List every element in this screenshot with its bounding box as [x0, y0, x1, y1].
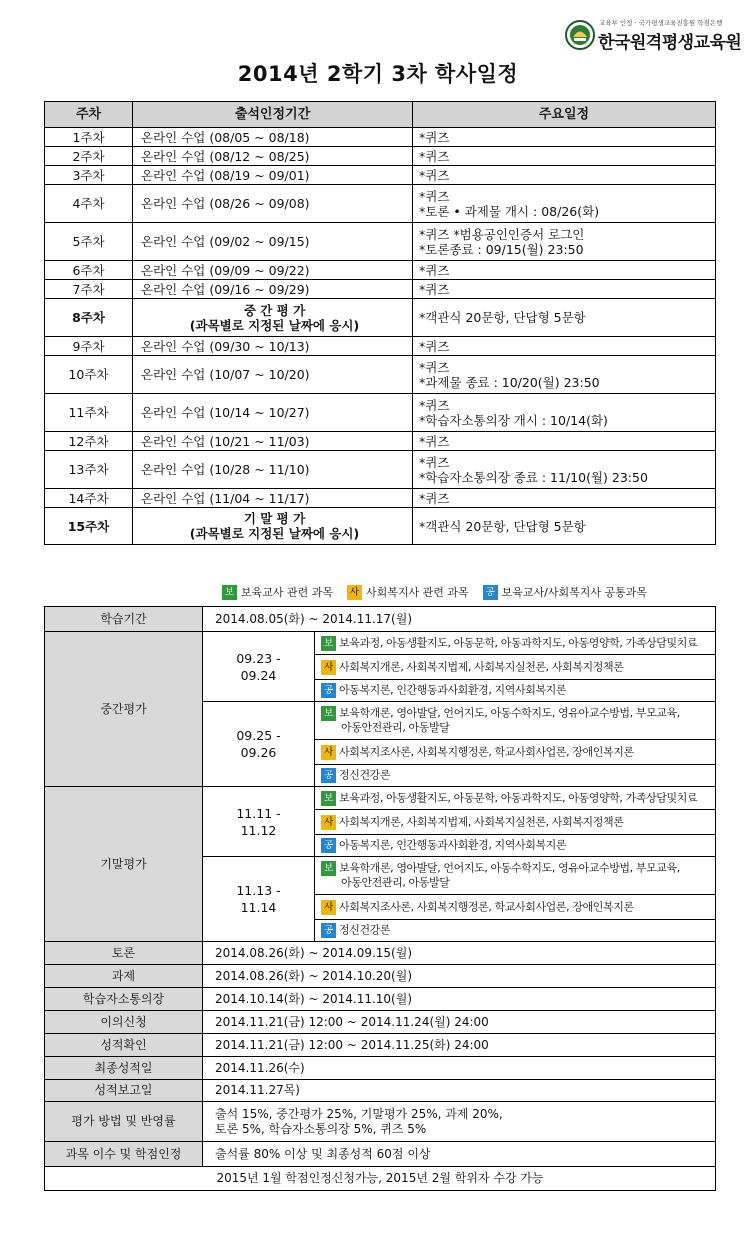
week-cell: 7주차 — [45, 280, 133, 299]
exam-subjects-cell — [315, 632, 716, 655]
week-cell: 9주차 — [45, 337, 133, 356]
attendance-period-cell — [133, 337, 413, 356]
week-cell: 3주차 — [45, 166, 133, 185]
row-value: 2014.11.27목) — [203, 1080, 716, 1102]
institute-logo — [565, 18, 745, 56]
row-value: 2014.08.26(화) ~ 2014.10.20(월) — [203, 965, 716, 988]
main-schedule-cell — [413, 147, 716, 166]
attendance-period-text: 온라인 수업 (11/04 ~ 11/17) — [141, 490, 310, 506]
subject-list-cont: 아동안전관리, 아동발달 — [341, 721, 450, 734]
exam-date-start: 09.25 - — [236, 728, 281, 743]
week-cell: 15주차 — [45, 508, 133, 545]
schedule-note: *객관식 20문항, 단답형 5문항 — [419, 310, 586, 325]
credit-row — [45, 1142, 716, 1167]
attendance-period-cell — [133, 356, 413, 394]
week-cell: 1주차 — [45, 128, 133, 147]
header-attendance-period: 출석인정기간 — [133, 102, 413, 128]
main-schedule-cell — [413, 356, 716, 394]
exam-group-row — [45, 632, 716, 655]
common-tag-icon: 공 — [321, 683, 336, 698]
exam-date-end: 09.24 — [240, 667, 277, 683]
week-cell: 13주차 — [45, 451, 133, 489]
table-header-row — [45, 102, 716, 128]
row-label: 최종성적일 — [45, 1057, 203, 1080]
row-value: 2014.11.26(수) — [203, 1057, 716, 1080]
schedule-note: *학습자소통의장 개시 : 10/14(화) — [419, 412, 608, 428]
exam-date-start: 11.13 - — [236, 883, 281, 898]
grading-row — [45, 1102, 716, 1142]
row-label: 성적보고일 — [45, 1080, 203, 1102]
exam-label: 중간평가 — [45, 632, 203, 787]
attendance-period-text: 온라인 수업 (08/26 ~ 09/08) — [141, 196, 310, 211]
exam-subjects-cell — [315, 835, 716, 857]
subject-list: 사회복지개론, 사회복지법제, 사회복지실천론, 사회복지정책론 — [339, 815, 624, 828]
attendance-period-text: 온라인 수업 (09/16 ~ 09/29) — [141, 281, 310, 297]
attendance-period-text: 온라인 수업 (09/09 ~ 09/22) — [141, 262, 310, 278]
social-welfare-tag-icon: 사 — [321, 900, 336, 915]
attendance-period-cell — [133, 489, 413, 508]
table-row — [45, 261, 716, 280]
childcare-tag-icon: 보 — [321, 706, 336, 721]
exam-subjects-cell — [315, 787, 716, 810]
main-schedule-cell — [413, 128, 716, 147]
logo-name: 한국원격평생교육원 — [598, 33, 742, 53]
common-tag-icon: 공 — [321, 838, 336, 853]
subject-list: 보육과정, 아동생활지도, 아동문학, 아동과학지도, 아동영양학, 가족상담및치료 — [339, 791, 698, 804]
summary-row — [45, 1057, 716, 1080]
schedule-note: *퀴즈 — [419, 167, 450, 183]
main-schedule-cell — [413, 223, 716, 261]
grading-value — [203, 1102, 716, 1142]
row-value: 2014.11.21(금) 12:00 ~ 2014.11.24(월) 24:00 — [203, 1011, 716, 1034]
row-label: 토론 — [45, 942, 203, 965]
row-label: 이의신청 — [45, 1011, 203, 1034]
subject-list: 아동복지론, 인간행동과사회환경, 지역사회복지론 — [339, 838, 567, 852]
table-row — [45, 356, 716, 394]
grading-line: 출석 15%, 중간평가 25%, 기말평가 25%, 과제 20%, — [215, 1106, 503, 1121]
schedule-note: *퀴즈 — [419, 148, 450, 164]
common-tag-icon: 공 — [483, 585, 498, 600]
table-row — [45, 451, 716, 489]
attendance-period-text: 온라인 수업 (10/07 ~ 10/20) — [141, 367, 310, 382]
main-schedule-cell — [413, 451, 716, 489]
exam-date-cell — [203, 857, 315, 942]
subject-list: 보육학개론, 영아발달, 언어지도, 아동수학지도, 영유아교수방법, 부모교육, — [339, 861, 680, 875]
week-cell: 8주차 — [45, 299, 133, 337]
exam-group-row — [45, 787, 716, 810]
week-cell: 6주차 — [45, 261, 133, 280]
main-schedule-cell — [413, 166, 716, 185]
legend-childcare: 보육교사 관련 과목 — [241, 586, 334, 599]
attendance-period-cell — [133, 280, 413, 299]
legend-common: 보육교사/사회복지사 공통과목 — [501, 586, 647, 599]
attendance-period-cell — [133, 508, 413, 545]
table-row — [45, 280, 716, 299]
summary-row — [45, 1011, 716, 1034]
main-schedule-cell — [413, 394, 716, 432]
main-schedule-cell — [413, 261, 716, 280]
table-row — [45, 185, 716, 223]
schedule-note: *토론종료 : 09/15(월) 23:50 — [419, 241, 584, 257]
exam-subjects-cell — [315, 920, 716, 942]
childcare-tag-icon: 보 — [321, 861, 336, 876]
exam-subjects-cell — [315, 702, 716, 740]
week-cell: 11주차 — [45, 394, 133, 432]
exam-date-start: 11.11 - — [236, 805, 281, 821]
main-schedule-cell — [413, 508, 716, 545]
social-welfare-tag-icon: 사 — [321, 815, 336, 830]
row-value: 2014.08.05(화) ~ 2014.11.17(월) — [203, 607, 716, 632]
table-row — [45, 166, 716, 185]
schedule-note: *과제물 종료 : 10/20(월) 23:50 — [419, 374, 600, 390]
attendance-period-text: 온라인 수업 (09/02 ~ 09/15) — [141, 234, 310, 249]
summary-row — [45, 1034, 716, 1057]
childcare-tag-icon: 보 — [222, 585, 237, 600]
exam-subjects-cell — [315, 895, 716, 920]
exam-date-cell — [203, 787, 315, 857]
schedule-note: *토론 • 과제물 개시 : 08/26(화) — [419, 203, 600, 219]
exam-note-text: (과목별로 지정된 날짜에 응시) — [189, 526, 360, 541]
attendance-period-text: 온라인 수업 (10/21 ~ 11/03) — [141, 433, 310, 449]
week-cell: 5주차 — [45, 223, 133, 261]
table-row — [45, 128, 716, 147]
attendance-period-text: 온라인 수업 (08/19 ~ 09/01) — [141, 167, 310, 183]
schedule-note: *퀴즈 — [419, 433, 450, 449]
exam-date-cell — [203, 702, 315, 787]
social-welfare-tag-icon: 사 — [347, 585, 362, 600]
table-row — [45, 337, 716, 356]
summary-row — [45, 1080, 716, 1102]
subject-list: 사회복지조사론, 사회복지행정론, 학교사회사업론, 장애인복지론 — [339, 900, 634, 913]
page-title: 2014년 2학기 3차 학사일정 — [237, 62, 519, 86]
exam-subjects-cell — [315, 810, 716, 835]
attendance-period-text: 중 간 평 가 — [243, 302, 306, 318]
exam-label: 기말평가 — [45, 787, 203, 942]
attendance-period-cell — [133, 166, 413, 185]
exam-date-end: 11.12 — [240, 822, 277, 838]
header-main-schedule: 주요일정 — [413, 102, 716, 128]
summary-row — [45, 942, 716, 965]
attendance-period-cell — [133, 451, 413, 489]
schedule-note: *퀴즈 — [419, 359, 450, 375]
schedule-note: *퀴즈 — [419, 454, 450, 470]
row-label: 성적확인 — [45, 1034, 203, 1057]
common-tag-icon: 공 — [321, 923, 336, 938]
exam-date-end: 09.26 — [240, 745, 277, 760]
exam-date-start: 09.23 - — [236, 650, 281, 666]
subject-list-cont: 아동안전관리, 아동발달 — [341, 876, 450, 889]
schedule-note: *퀴즈 — [419, 129, 450, 145]
attendance-period-cell — [133, 128, 413, 147]
week-cell: 12주차 — [45, 432, 133, 451]
exam-subjects-cell — [315, 857, 716, 895]
attendance-period-text: 온라인 수업 (08/12 ~ 08/25) — [141, 148, 310, 164]
grading-line: 토론 5%, 학습자소통의장 5%, 퀴즈 5% — [215, 1121, 427, 1136]
subject-list: 보육학개론, 영아발달, 언어지도, 아동수학지도, 영유아교수방법, 부모교육, — [339, 706, 680, 720]
subject-list: 사회복지개론, 사회복지법제, 사회복지실천론, 사회복지정책론 — [339, 660, 624, 673]
row-label: 과목 이수 및 학점인정 — [45, 1142, 203, 1167]
main-schedule-cell — [413, 432, 716, 451]
attendance-period-cell — [133, 432, 413, 451]
attendance-period-cell — [133, 261, 413, 280]
subject-list: 사회복지조사론, 사회복지행정론, 학교사회사업론, 장애인복지론 — [339, 745, 634, 758]
header-week: 주차 — [45, 102, 133, 128]
subject-legend — [222, 583, 647, 601]
main-schedule-cell — [413, 489, 716, 508]
academic-summary-table — [44, 606, 716, 1191]
subject-list: 보육과정, 아동생활지도, 아동문학, 아동과학지도, 아동영양학, 가족상담및치료 — [339, 636, 698, 649]
table-row — [45, 432, 716, 451]
schedule-note: *객관식 20문항, 단답형 5문항 — [419, 518, 586, 534]
main-schedule-cell — [413, 185, 716, 223]
week-cell: 4주차 — [45, 185, 133, 223]
childcare-tag-icon: 보 — [321, 791, 336, 806]
table-row — [45, 394, 716, 432]
attendance-period-cell — [133, 223, 413, 261]
table-row — [45, 299, 716, 337]
table-row — [45, 223, 716, 261]
attendance-period-text: 기 말 평 가 — [243, 511, 306, 526]
study-period-row — [45, 607, 716, 632]
logo-subtitle: 교육부 인정 · 국가평생교육진흥원 학점은행 — [599, 19, 723, 27]
attendance-period-cell — [133, 147, 413, 166]
main-schedule-cell — [413, 299, 716, 337]
exam-subjects-cell — [315, 765, 716, 787]
summary-row — [45, 988, 716, 1011]
exam-subjects-cell — [315, 740, 716, 765]
summary-row — [45, 965, 716, 988]
row-value: 2014.10.14(화) ~ 2014.11.10(월) — [203, 988, 716, 1011]
footer-note: 2015년 1월 학점인정신청가능, 2015년 2월 학위자 수강 가능 — [45, 1167, 716, 1191]
row-value: 2014.08.26(화) ~ 2014.09.15(월) — [203, 942, 716, 965]
social-welfare-tag-icon: 사 — [321, 745, 336, 760]
exam-note-text: (과목별로 지정된 날짜에 응시) — [189, 317, 360, 333]
schedule-note: *퀴즈 — [419, 397, 450, 413]
attendance-period-text: 온라인 수업 (09/30 ~ 10/13) — [141, 338, 310, 354]
subject-list: 아동복지론, 인간행동과사회환경, 지역사회복지론 — [339, 683, 567, 697]
schedule-note: *퀴즈 — [419, 490, 450, 506]
common-tag-icon: 공 — [321, 768, 336, 783]
grading-label: 평가 방법 및 반영률 — [45, 1102, 203, 1142]
exam-date-end: 11.14 — [240, 900, 277, 915]
exam-subjects-cell — [315, 680, 716, 702]
exam-date-cell — [203, 632, 315, 702]
subject-list: 정신건강론 — [339, 768, 391, 782]
social-welfare-tag-icon: 사 — [321, 660, 336, 675]
attendance-period-cell — [133, 185, 413, 223]
attendance-period-text: 온라인 수업 (08/05 ~ 08/18) — [141, 129, 310, 145]
table-row — [45, 147, 716, 166]
row-value: 출석률 80% 이상 및 최종성적 60점 이상 — [203, 1142, 716, 1167]
attendance-period-cell — [133, 299, 413, 337]
week-cell: 14주차 — [45, 489, 133, 508]
table-row — [45, 489, 716, 508]
main-schedule-cell — [413, 280, 716, 299]
schedule-note: *퀴즈 — [419, 281, 450, 297]
week-cell: 10주차 — [45, 356, 133, 394]
attendance-period-text: 온라인 수업 (10/14 ~ 10/27) — [141, 405, 310, 420]
schedule-note: *퀴즈 — [419, 262, 450, 278]
row-label: 학습자소통의장 — [45, 988, 203, 1011]
main-schedule-cell — [413, 337, 716, 356]
institute-emblem-icon — [565, 20, 595, 50]
attendance-period-cell — [133, 394, 413, 432]
row-label: 학습기간 — [45, 607, 203, 632]
subject-list: 정신건강론 — [339, 923, 391, 937]
row-label: 과제 — [45, 965, 203, 988]
footer-row — [45, 1167, 716, 1191]
legend-social-welfare: 사회복지사 관련 과목 — [366, 586, 469, 599]
weekly-schedule-table — [44, 101, 716, 545]
attendance-period-text: 온라인 수업 (10/28 ~ 11/10) — [141, 462, 310, 477]
schedule-note: *학습자소통의장 종료 : 11/10(월) 23:50 — [419, 469, 648, 485]
week-cell: 2주차 — [45, 147, 133, 166]
table-row — [45, 508, 716, 545]
schedule-note: *퀴즈 — [419, 338, 450, 354]
row-value: 2014.11.21(금) 12:00 ~ 2014.11.25(화) 24:00 — [203, 1034, 716, 1057]
schedule-note: *퀴즈 *범용공인인증서 로그인 — [419, 226, 585, 242]
exam-subjects-cell — [315, 655, 716, 680]
schedule-note: *퀴즈 — [419, 188, 450, 204]
childcare-tag-icon: 보 — [321, 636, 336, 651]
